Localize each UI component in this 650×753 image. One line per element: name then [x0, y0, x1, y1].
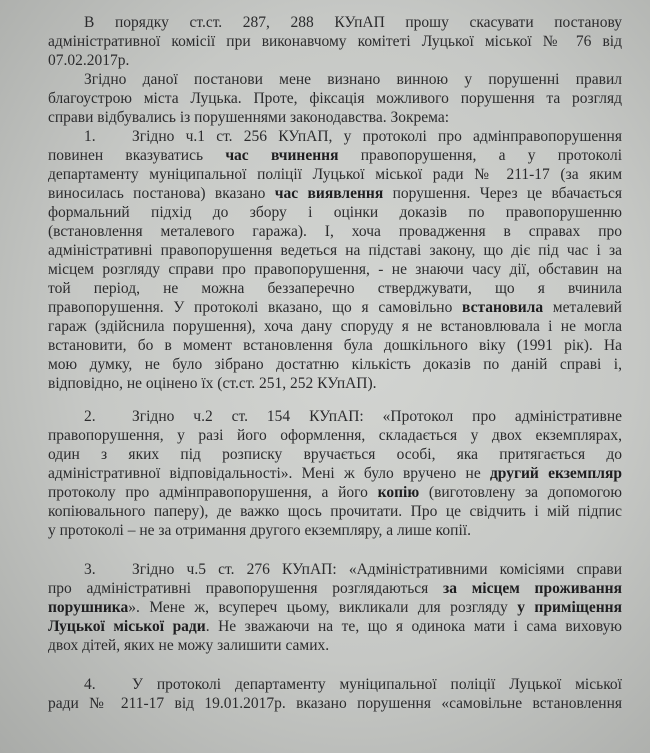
text-line [48, 560, 622, 579]
text-line: протоколу про адмінправопорушення, а його копію (виготовлену за допомогою [48, 484, 623, 501]
text-line: порушника». Мене ж, всупереч цьому, викликали для розгляду у приміщення [48, 599, 622, 616]
text-line: формальний підхід до збору і оцінки доказів по правопорушенню [48, 204, 622, 221]
paragraph-statement [48, 70, 622, 127]
text-line: про адміністративні правопорушення розглядаються за місцем проживання [48, 580, 622, 597]
text-line: адміністративної відповідальності». Мені ж було вручено не другий екземпляр [48, 465, 622, 482]
text-line: правопорушення, у разі його оформлення, складається у двох екземплярах, [48, 427, 622, 444]
text-line: (встановлення металевого гаража). І, хоча провадження в справах про [48, 223, 622, 240]
paragraph-item-3 [48, 560, 622, 655]
text-line: правопорушення. У протоколі вказано, що я самовільно встановила металевий [48, 299, 622, 316]
bold-emphasis: час вчинення [225, 147, 339, 164]
bold-emphasis: у приміщення [517, 599, 622, 616]
text-line [48, 127, 622, 146]
bold-emphasis: час виявлення [274, 185, 384, 202]
bold-emphasis: порушника [48, 599, 129, 616]
text-line: встановити, бо в момент встановлення була дошкільного віку (1991 рік). На [48, 337, 622, 354]
text-line: 07.02.2017р. [48, 52, 130, 69]
text-line: виносилась постанова) вказано час виявлення порушення. Через це вбачається [48, 185, 622, 202]
text-line: справи відбувались із порушеннями законодавства. Зокрема: [48, 109, 450, 126]
bold-emphasis: встановила [462, 299, 544, 316]
text-line: той період, не можна беззаперечно стверджувати, що я вчинила [48, 280, 622, 297]
paragraph-item-2 [48, 407, 622, 540]
text-line: благоустрою міста Луцька. Проте, фіксація можливого порушення та розгляд [48, 90, 622, 107]
item-text: Згідно ч.2 ст. 154 КУпАП: «Протокол про адміністративне [132, 408, 622, 425]
text-line: гараж (здійснила порушення), хоча дану споруду я не встановлювала і не могла [48, 318, 622, 335]
item-number: 1. [84, 128, 96, 145]
text-line: Згідно даної постанови мене визнано винною у порушенні правил [84, 71, 622, 88]
item-number: 2. [84, 408, 96, 425]
bold-emphasis: копію [377, 484, 420, 501]
text-line: повинен вказуватись час вчинення правопорушення, а у протоколі [48, 147, 622, 164]
text-line: адміністративні правопорушення ведеться на підставі закону, що діє під час і за [48, 242, 622, 259]
item-text: Згідно ч.1 ст. 256 КУпАП, у протоколі про адмінправопорушення [132, 128, 622, 145]
paragraph-intro [48, 13, 622, 70]
text-line: мою думку, не було зібрано достатню кількість доказів по даній справі і, [48, 356, 622, 373]
text-line: адміністративної комісії при виконавчому комітеті Луцької міської № 76 від [48, 33, 622, 50]
text-line: місцем розгляду справи про правопорушення, - не знаючи часу дії, обставин на [48, 261, 622, 278]
item-text: Згідно ч.5 ст. 276 КУпАП: «Адміністративними комісіями справи [132, 561, 622, 578]
bold-emphasis: другий екземпляр [489, 465, 622, 482]
bold-emphasis: Луцької міської ради [48, 618, 206, 635]
paragraph-item-1 [48, 127, 622, 393]
item-number: 4. [84, 676, 96, 693]
text-line: двох дітей, яких не можу залишити самих. [48, 637, 330, 654]
text-line: копіювального паперу), де важко щось прочитати. Про це свідчить і мій підпис [48, 503, 622, 520]
text-line: В порядку ст.ст. 287, 288 КУпАП прошу скасувати постанову [84, 14, 622, 31]
text-line: один з яких під розписку вручається особі, яка притягається до [48, 446, 622, 463]
paragraph-item-4 [48, 675, 622, 713]
text-line: ради № 211-17 від 19.01.2017р. вказано порушення «самовільне встановлення [48, 695, 622, 712]
text-line [48, 407, 622, 426]
text-line: у протоколі – не за отримання другого екземпляру, а лише копії. [48, 522, 471, 539]
text-line: відповідно, не оцінено їх (ст.ст. 251, 252 КУпАП). [48, 375, 377, 392]
item-number: 3. [84, 561, 96, 578]
text-line: департаменту муніципальної поліції Луцької міської ради № 211-17 (за яким [48, 166, 622, 183]
item-text: У протоколі департаменту муніципальної поліції Луцької міської [132, 676, 622, 693]
text-line [48, 675, 622, 694]
bold-emphasis: за місцем проживання [443, 580, 622, 597]
text-line: Луцької міської ради. Не зважаючи на те, що я одинока мати і сама виховую [48, 618, 622, 635]
